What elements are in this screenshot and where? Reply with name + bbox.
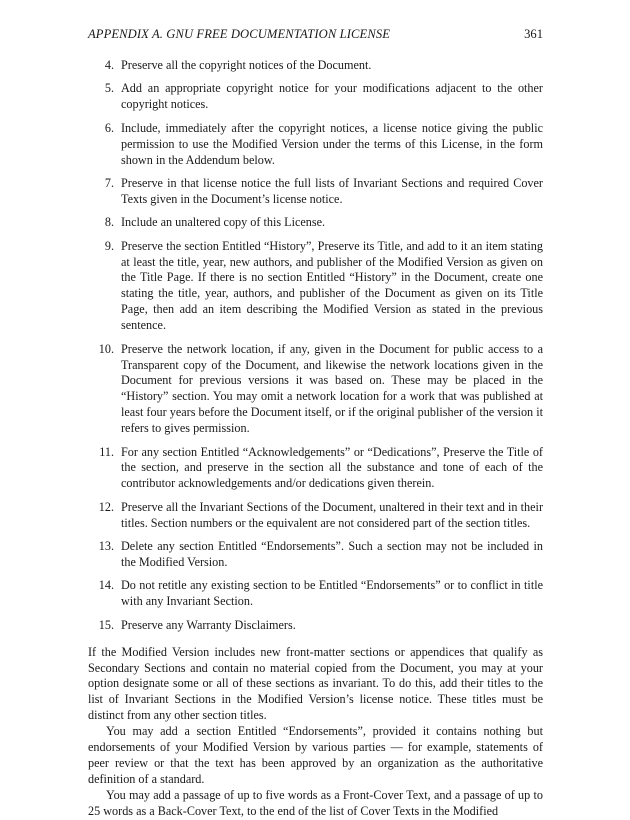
item-text: Include, immediately after the copyright notices, a license notice giving the public permission to use the Modified Version under the terms of this License, in the form shown in the Addendum below. [121,120,543,167]
list-item [88,58,543,74]
list-item [88,342,543,437]
item-text: Preserve in that license notice the full lists of Invariant Sections and required Cover Texts given in the Document’s license notice. [121,175,543,206]
paragraph-cover-texts: You may add a passage of up to five words as a Front-Cover Text, and a passage of up to 25 words as a Back-Cover Text, to the end of the list of Cover Texts in the Modified [88,787,543,818]
list-item [88,539,543,571]
list-item [88,578,543,610]
list-item [88,445,543,493]
item-text: Preserve the network location, if any, given in the Document for public access to a Transparent copy of the Document, and likewise the network locations given in the Document for previous versions it was based on. These may be placed in the “History” section. You may omit a network location for a work that was published at least four years before the Document itself, or if the original publisher of the version it refers to gives permission. [121,341,543,436]
page-body [88,58,543,820]
item-text: Include an unaltered copy of this License. [121,215,326,230]
paragraph-endorsements: You may add a section Entitled “Endorsements”, provided it contains nothing but endorsements of your Modified Version by various parties — for example, statements of peer review or that the text has been approved by an organization as the authoritative definition of a standard. [88,724,543,786]
item-number: 5. [104,81,114,96]
running-header [88,26,543,42]
list-item [88,215,543,231]
list-item [88,176,543,208]
list-item [88,121,543,169]
item-text: Preserve all the copyright notices of the Document. [121,58,372,72]
item-number: 10. [98,341,114,356]
item-text: Preserve the section Entitled “History”, Preserve its Title, and add to it an item stating at least the title, year, new authors, and publisher of the Modified Version as given on the Title Page. If there is no section Entitled “History” in the Document, create one stating the title, year, authors, and publisher of the Document as given on its Title Page, then add an item describing the Modified Version as stated in the previous sentence. [121,238,543,333]
item-text: Preserve any Warranty Disclaimers. [121,617,296,632]
item-number: 7. [104,175,114,190]
item-number: 11. [99,444,114,459]
item-text: For any section Entitled “Acknowledgements” or “Dedications”, Preserve the Title of the section, and preserve in the section all the substance and tone of each of the contributor acknowledgements and/or dedications given therein. [121,444,543,491]
item-number: 12. [98,499,114,514]
item-number: 6. [104,120,114,135]
item-number: 4. [104,58,114,72]
item-number: 9. [104,238,114,253]
page-number: 361 [524,27,543,41]
item-number: 8. [104,215,114,230]
item-text: Delete any section Entitled “Endorsements”. Such a section may not be included in the Modified Version. [121,539,543,569]
item-number: 13. [98,539,114,554]
item-text: Add an appropriate copyright notice for your modifications adjacent to the other copyright notices. [121,81,543,112]
list-item [88,81,543,113]
item-text: Do not retitle any existing section to be Entitled “Endorsements” or to conflict in title with any Invariant Section. [121,578,543,609]
item-number: 14. [98,578,114,593]
list-item [88,500,543,532]
header-title: APPENDIX A. GNU FREE DOCUMENTATION LICENSE [88,27,391,41]
list-item [88,618,543,634]
modification-conditions-list [88,58,543,634]
item-text: Preserve all the Invariant Sections of the Document, unaltered in their text and in their titles. Section numbers or the equivalent are not considered part of the section titles. [121,499,543,530]
paragraph-secondary-sections: If the Modified Version includes new front-matter sections or appendices that qualify as Secondary Sections and contain no material copied from the Document, you may at your option designate some or all of these sections as invariant. To do this, add their titles to the list of Invariant Sections in the Modified Version’s license notice. These titles must be distinct from any other section titles. [88,644,543,723]
list-item [88,239,543,334]
item-number: 15. [98,617,114,632]
